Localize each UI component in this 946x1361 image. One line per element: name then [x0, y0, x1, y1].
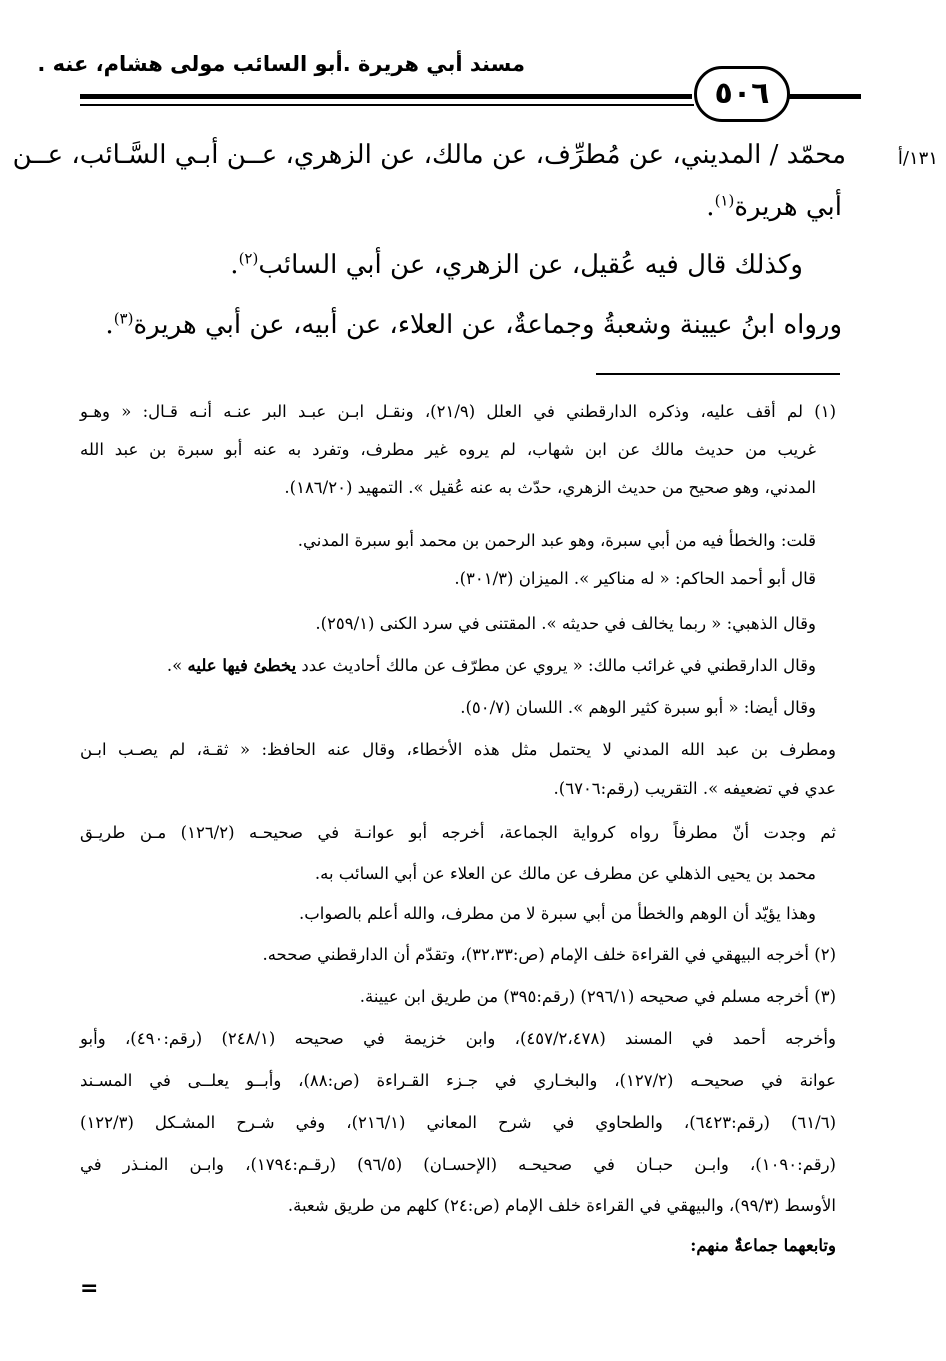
page-number: ٥٠٦ [694, 66, 790, 122]
footnote-line: (٣) أخرجه مسلم في صحيحه (٢٩٦/١) (رقم:٣٩٥) من طريق ابن عيينة. [359, 987, 836, 1006]
footnote-line: غريب من حديث مالك عن ابن شهاب، لم يروه غير مطرف، وتفرد به عنه أبو سبرة بن عبد الله [80, 440, 816, 459]
main-line-2-text: أبي هريرة [734, 192, 842, 222]
footnote-line: الأوسط (٩٩/٣)، والبيهقي في القراءة خلف الإمام (ص:٢٤) كلهم من طريق شعبة. [287, 1196, 836, 1215]
footnote-line: ومطرف بن عبد الله المدني لا يحتمل مثل هذه الأخطاء، وقال عنه الحافظ: « ثقـة، لم يصـب ابـن [80, 740, 836, 759]
footnote-line: (٢) أخرجه البيهقي في القراءة خلف الإمام (ص:٣٢،٣٣)، وتقدّم أن الدارقطني صححه. [262, 945, 836, 964]
footnote-line: عوانة في صحيحـه (١٢٧/٢)، والبخـاري في جـزء القـراءة (ص:٨٨)، وأبــو يعلــى في المسـند [80, 1071, 836, 1090]
main-line-4 [82, 310, 842, 340]
period: . [230, 250, 239, 280]
footnote-separator [596, 373, 840, 375]
footnote-line: محمد بن يحيى الذهلي عن مطرف عن مالك عن العلاء عن أبي السائب به. [314, 864, 816, 883]
hadith-reference: ١٣١/أ [897, 148, 938, 169]
main-line-4-text: ورواه ابنُ عيينة وشعبةُ وجماعةٌ، عن العلاء، عن أبيه، عن أبي هريرة [133, 310, 842, 340]
footnote-line: المدني، وهو صحيح من حديث الزهري، حدّث به عنه عُقيل ». التمهيد (١٨٦/٢٠). [284, 478, 816, 497]
footnote-line: ثم وجدت أنّ مطرفاً رواه كرواية الجماعة، أخرجه أبو عوانـة في صحيحـه (١٢٦/٢) مـن طريـق [80, 823, 836, 842]
footnote-line: وقال الذهبي: « ربما يخالف في حديثه ». المقتنى في سرد الكنى (٢٥٩/١). [315, 614, 816, 633]
main-line-2 [82, 192, 842, 222]
footnote-line: عدي في تضعيفه ». التقريب (رقم:٦٧٠٦). [553, 779, 836, 798]
footnote-line: وقال أيضا: « أبو سبرة كثير الوهم ». اللسان (٥٠/٧). [460, 698, 816, 717]
footnote-text: ». [166, 656, 188, 675]
footnote-mark-3: (٣) [113, 309, 134, 328]
footnote-line: (رقم:١٠٩٠)، وابـن حبـان في صحيحـه (الإحسـان) (٩٦/٥) (رقـم:١٧٩٤)، وابـن المنـذر في [80, 1155, 836, 1174]
footnote-line: (٦١/٦) (رقم:٦٤٢٣)، والطحاوي في شرح المعاني (٢١٦/١)، وفي شـرح المشـكل (١٢٢/٣) [80, 1113, 836, 1132]
main-line-3 [83, 250, 803, 280]
footnote-line: (١) لم أقف عليه، وذكره الدارقطني في العلل (٢١/٩)، ونقـل ابـن عبـد البر عنـه أنـه قـال: « وهـو [80, 402, 836, 421]
period: . [105, 310, 114, 340]
footnote-line [80, 656, 816, 675]
footnote-line: وأخرجه أحمد في المسند (٤٥٧/٢،٤٧٨)، وابن خزيمة في صحيحه (٢٤٨/١) (رقم:٤٩٠)، وأبو [80, 1029, 836, 1048]
footnote-mark-1: (١) [714, 191, 735, 210]
header-rule-thick [80, 94, 692, 99]
footnote-line: وهذا يؤيّد أن الوهم والخطأ من أبي سبرة لا من مطرف، والله أعلم بالصواب. [299, 904, 816, 923]
header-rule-thin [80, 104, 694, 106]
running-title: مسند أبي هريرة .أبو السائب مولى هشام، عنه . [37, 52, 525, 76]
footnote-line: قال أبو أحمد الحاكم: « له مناكير ». الميزان (٣٠١/٣). [454, 569, 816, 588]
header-rule-right [786, 94, 861, 99]
footnote-line: قلت: والخطأ فيه من أبي سبرة، وهو عبد الرحمن بن محمد أبو سبرة المدني. [297, 531, 816, 550]
main-line-1-text: محمّد / المديني، عن مُطرِّف، عن مالك، عن الزهري، عــن أبـي السَّـائب، عــن [12, 140, 846, 170]
main-line-1 [12, 140, 846, 170]
main-line-3-text: وكذلك قال فيه عُقيل، عن الزهري، عن أبي السائب [258, 250, 803, 280]
footnote-bold-text: يخطئ فيها عليه [187, 656, 297, 675]
period: . [706, 192, 715, 222]
footnote-text: وقال الدارقطني في غرائب مالك: « يروي عن مطرّف عن مالك أحاديث عدد [301, 656, 816, 675]
continuation-mark: = [80, 1276, 99, 1301]
footnote-mark-2: (٢) [238, 249, 259, 268]
footnote-line: وتابعهما جماعةٌ منهم: [690, 1236, 836, 1255]
